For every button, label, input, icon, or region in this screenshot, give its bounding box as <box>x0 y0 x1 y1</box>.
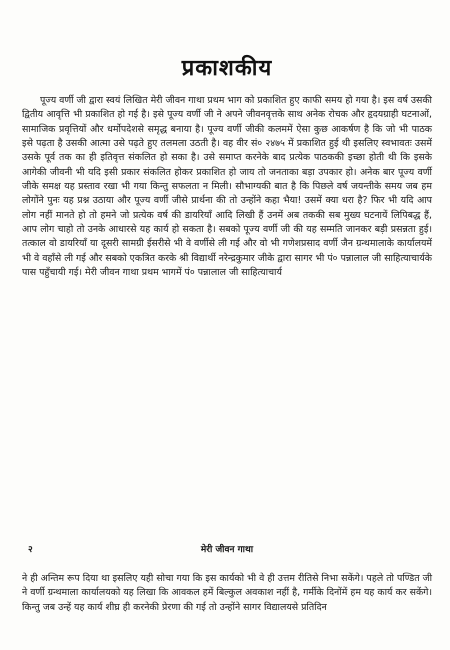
page-two <box>22 542 432 615</box>
page-number: २ <box>28 545 33 555</box>
running-title: मेरी जीवन गाथा <box>200 545 254 555</box>
publishers-note-body <box>22 94 432 280</box>
page-gap <box>0 500 450 540</box>
page-two-body <box>22 572 432 615</box>
running-header <box>22 542 432 558</box>
page-publishers-note <box>22 40 432 280</box>
page-title: प्रकाशकीय <box>181 56 273 81</box>
page-two-paragraph: ने ही अन्तिम रूप दिया था इसलिए यही सोचा गया कि इस कार्यको भी वे ही उत्तम रीतिसे निभा सकेंगे। पहले तो पण्डित जी ने वर्णी ग्रन्थमाला कार्यालयको यह लिखा कि आवकल हमें बिल्कुल अवकाश नहीं है, गर्मीके दिनोंमें हम यह कार्य कर सकेंगे। किन्तु जब उन्हें यह कार्य शीघ्र ही करनेकी प्रेरणा की गई तो उन्होंने सागर विद्यालयसे प्रतिदिन <box>22 573 432 613</box>
publishers-note-paragraph: पूज्य वर्णी जी द्वारा स्वयं लिखित मेरी जीवन गाथा प्रथम भाग को प्रकाशित हुए काफी समय हो गया है। इस वर्ष उसकी द्वितीय आवृत्ति भी प्रकाशित हो गई है। इसे पूज्य वर्णी जी ने अपने जीवनवृत्तके साथ अनेक रोचक और हृदयग्राही घटनाओं, सामाजिक प्रवृत्तियों और धर्मोपदेशसे समृद्ध बनाया है। पूज्य वर्णी जीकी कलममें ऐसा कुछ आकर्षण है कि जो भी पाठक इसे पढ़ता है उसकी आत्मा उसे पढ़ते हुए तलमला उठती है। वह वीर सं० २४७५ में प्रकाशित हुई थी इसलिए स्वभावतः उसमें उसके पूर्व तक का ही इतिवृत्त संकलित हो सका है। उसे समाप्त करनेके बाद प्रत्येक पाठककी इच्छा होती थी कि इसके आगेकी जीवनी भी यदि इसी प्रकार संकलित होकर प्रकाशित हो जाय तो जनताका बड़ा उपकार हो। अनेक बार पूज्य वर्णी जीके समक्ष यह प्रस्ताव रखा भी गया किन्तु सफलता न मिली। सौभाग्यकी बात है कि पिछले वर्ष जयन्तीके समय जब हम लोगोंने पुनः यह प्रश्न उठाया और पूज्य वर्णी जीसे प्रार्थना की तो उन्होंने कहा भैया! उसमें क्या धरा है? फिर भी यदि आप लोग नहीं मानते हो तो हमने जो प्रत्येक वर्ष की डायरियाँ आदि लिखी हैं उनमें अब तककी सब मुख्य घटनायें लिपिबद्ध हैं, आप लोग चाहो तो उनके आधारसे यह कार्य हो सकता है। सबको पूज्य वर्णी जी की यह सम्मति जानकर बड़ी प्रसन्नता हुई। तत्काल वो डायरियाँ या दूसरी सामग्री ईसरीसे भी वे वर्णीसे ली गई और वो भी गणेशप्रसाद वर्णी जैन ग्रन्थमालाके कार्यालयमें भी वे वहाँसे ली गई और सबको एकत्रित करके श्री विद्यार्थी नरेन्द्रकुमार जीके द्वारा सागर भी पं० पन्नालाल जी साहित्याचार्यके पास पहुँचायी गई। मेरी जीवन गाथा प्रथम भागमें पं० पन्नालाल जी साहित्याचार्य <box>22 95 432 279</box>
